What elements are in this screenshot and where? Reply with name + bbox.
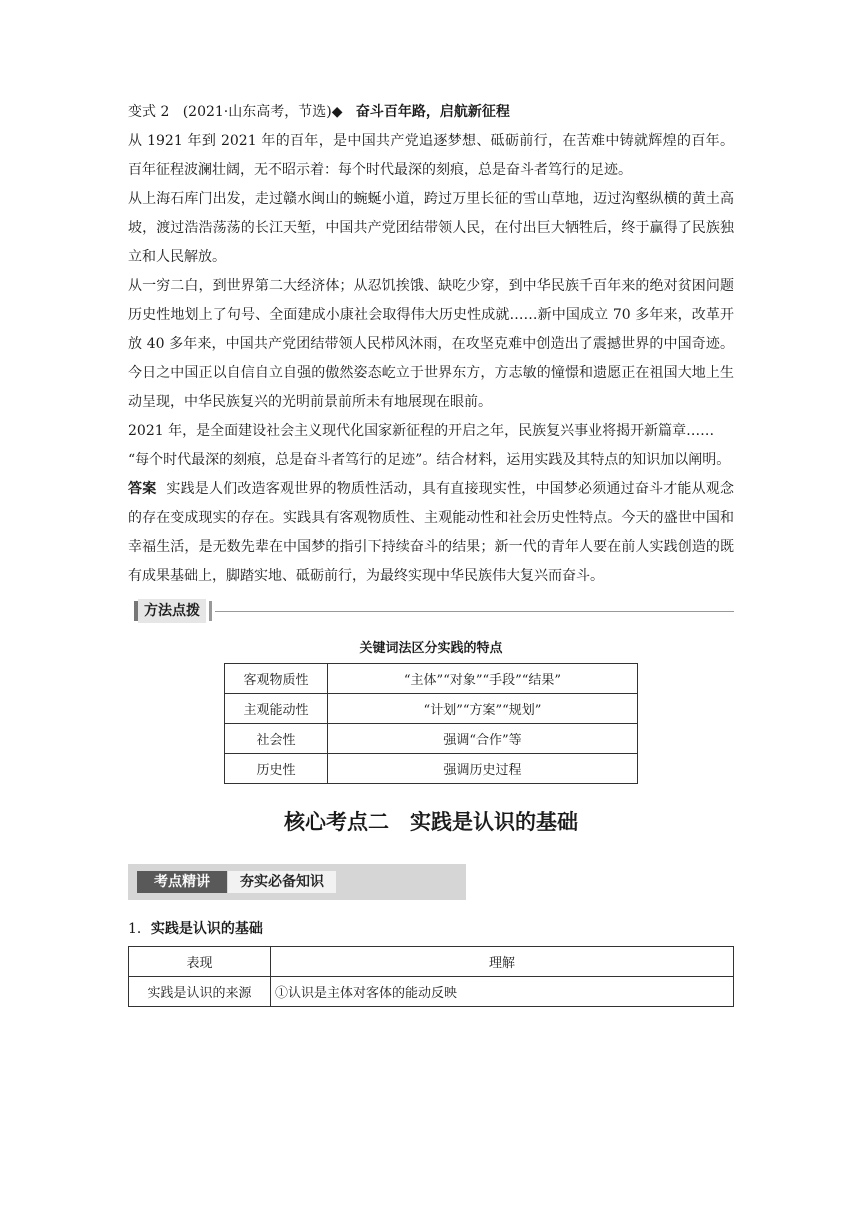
table-header-row [129,947,734,977]
basis-heading-text: 实践是认识的基础 [150,921,263,937]
table-row [225,694,638,724]
variant-title: 奋斗百年路，启航新征程 [355,104,510,120]
paragraph-3: 从一穷二白，到世界第二大经济体；从忍饥挨饿、缺吃少穿，到中华民族千百年来的绝对贫困问题历史性地划上了句号、全面建成小康社会取得伟大历史性成就……新中国成立 70 多年来，改革开放 40 多年来，中国共产党团结带领人民栉风沐雨，在攻坚克难中创造出了震撼世界的中国奇迹。今日之中国正以自信自立自强的傲然姿态屹立于世界东方，方志敏的憧憬和遗愿正在祖国大地上生动呈现，中华民族复兴的光明前景前所未有地展现在眼前。 [128,278,734,410]
document-page [128,98,734,1007]
table-row [225,754,638,784]
basis-heading-number: 1． [128,921,151,937]
kaodian-banner [128,864,466,900]
table-row [225,664,638,694]
basis-understanding: ①认识是主体对客体的能动反映 [271,977,734,1007]
question-text: “每个时代最深的刻痕，总是奋斗者笃行的足迹”。结合材料，运用实践及其特点的知识加以阐明。 [128,452,731,468]
basis-manifestation: 实践是认识的来源 [129,977,271,1007]
variant-label: 变式 2 [128,104,170,120]
paragraph-1: 从 1921 年到 2021 年的百年，是中国共产党追逐梦想、砥砺前行，在苦难中铸就辉煌的百年。百年征程波澜壮阔，无不昭示着：每个时代最深的刻痕，总是奋斗者笃行的足迹。 [128,133,734,178]
header-cell: 理解 [271,947,734,977]
key-words: 强调历史过程 [328,754,638,784]
header-cell: 表现 [129,947,271,977]
variant-source: (2021·山东高考，节选)◆ [182,104,343,120]
key-feature: 客观物质性 [225,664,328,694]
key-feature: 主观能动性 [225,694,328,724]
basis-heading [128,916,734,942]
table-row [129,977,734,1007]
basis-table [128,946,734,1007]
answer-text: 实践是人们改造客观世界的物质性活动，具有直接现实性，中国梦必须通过奋斗才能从观念的存在变成现实的存在。实践具有客观物质性、主观能动性和社会历史性特点。今天的盛世中国和幸福生活，是无数先辈在中国梦的指引下持续奋斗的结果；新一代的青年人要在前人实践创造的既有成果基础上，脚踏实地、砥砺前行，为最终实现中华民族伟大复兴而奋斗。 [128,481,734,584]
method-tip-bar [128,599,734,623]
method-bar-separator [209,601,212,621]
key-words: 强调“合作”等 [328,724,638,754]
paragraph-2: 从上海石库门出发，走过赣水闽山的蜿蜒小道，跨过万里长征的雪山草地，迈过沟壑纵横的黄土高坡，渡过浩浩荡荡的长江天堑，中国共产党团结带领人民，在付出巨大牺牲后，终于赢得了民族独立和人民解放。 [128,191,734,265]
paragraph-4: 2021 年，是全面建设社会主义现代化国家新征程的开启之年，民族复兴事业将揭开新篇章…… [128,423,715,439]
answer-label: 答案 [128,481,157,497]
key-table [224,663,638,784]
key-words: “主体”“对象”“手段”“结果” [328,664,638,694]
section-title: 核心考点二 实践是认识的基础 [284,810,578,834]
method-label: 方法点拨 [138,599,206,623]
key-feature: 社会性 [225,724,328,754]
kaodian-light-label: 夯实必备知识 [228,871,336,893]
key-words: “计划”“方案”“规划” [328,694,638,724]
answer-block [128,475,734,591]
key-table-title: 关键词法区分实践的特点 [359,641,503,656]
table-row [225,724,638,754]
method-bar-rule [215,611,734,612]
variant-heading [128,98,734,127]
kaodian-dark-label: 考点精讲 [137,871,227,893]
key-feature: 历史性 [225,754,328,784]
